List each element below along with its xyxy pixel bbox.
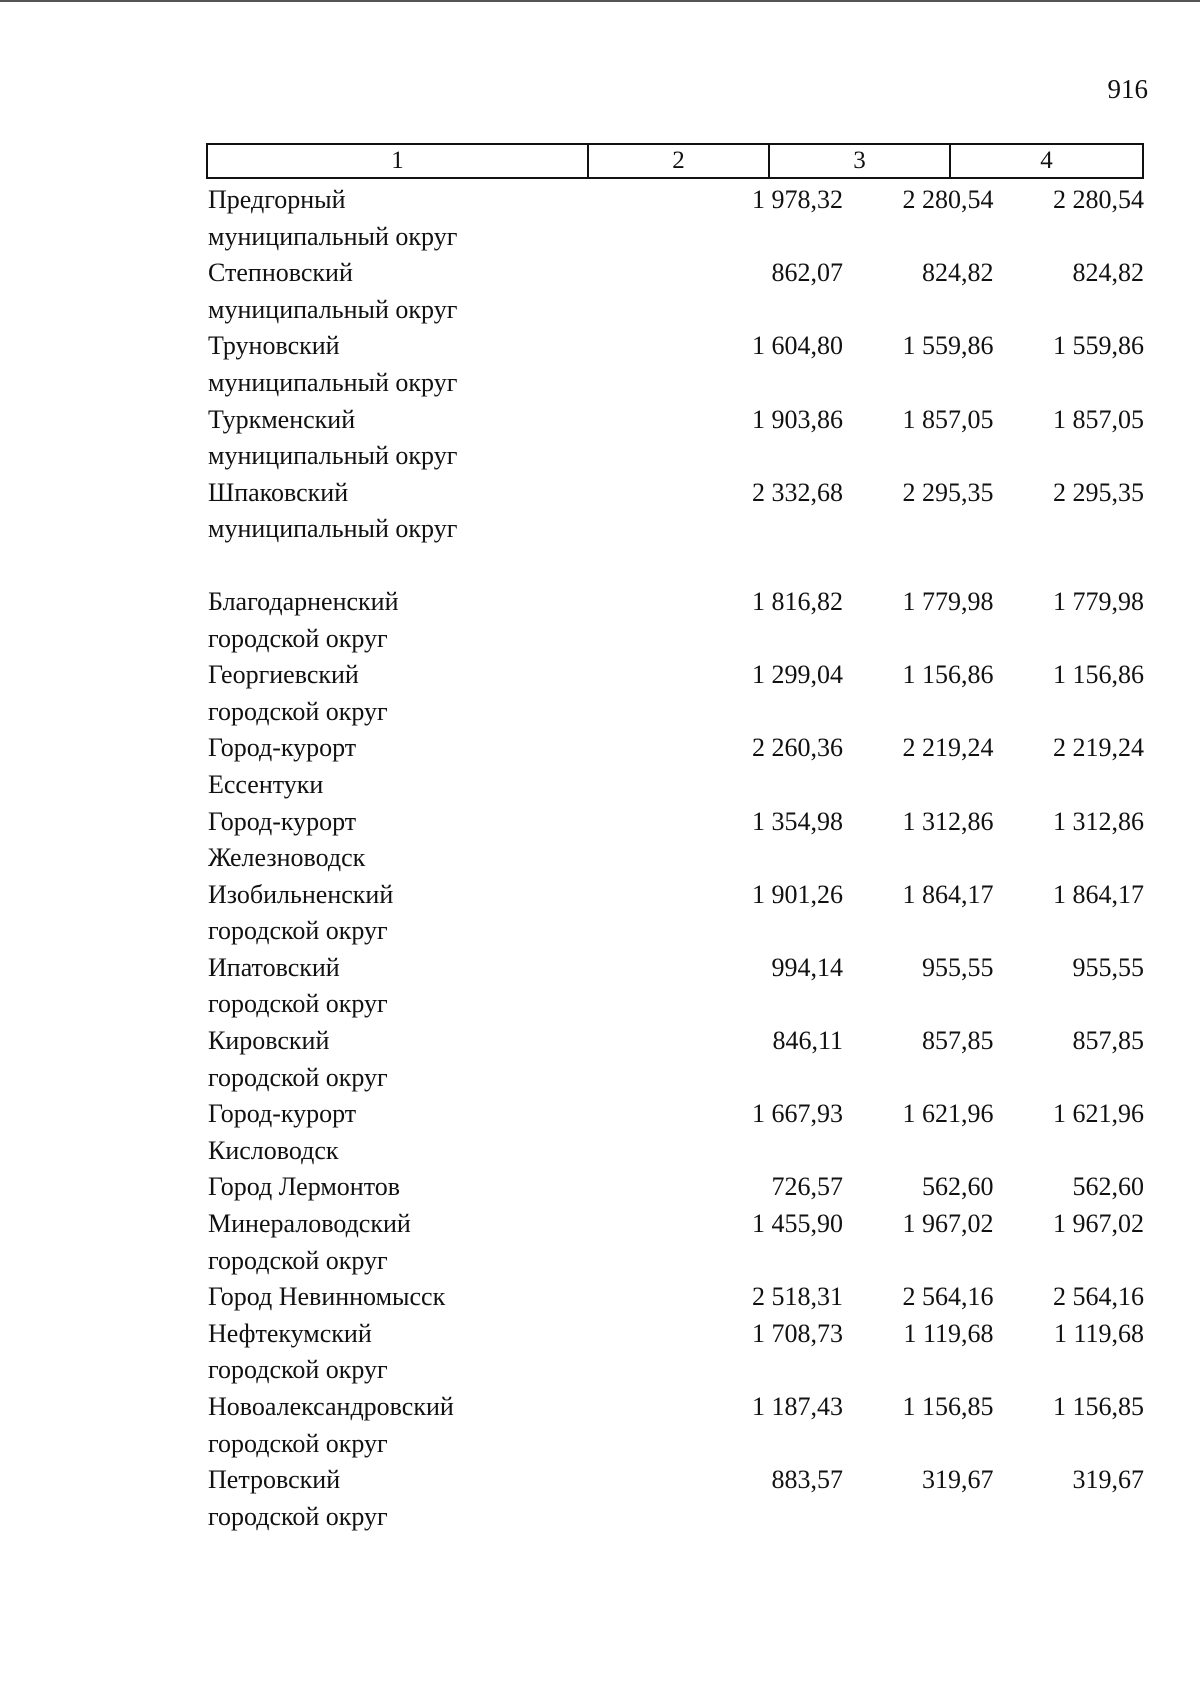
value-col-2: 726,57 (771, 1172, 844, 1202)
value-col-4: 1 621,96 (1053, 1099, 1144, 1129)
district-name-line: Город-курорт (208, 1099, 357, 1129)
district-name-line: муниципальный округ (208, 441, 458, 471)
value-col-4: 1 312,86 (1053, 806, 1144, 836)
value-col-2: 2 332,68 (752, 477, 844, 507)
table-row (204, 402, 1144, 475)
table-row (204, 1316, 1144, 1389)
district-name (204, 657, 547, 730)
value-col-3: 1 312,86 (902, 806, 994, 836)
value-col-2: 1 816,82 (752, 586, 844, 616)
district-name-line: муниципальный округ (208, 514, 458, 544)
value-col-4: 2 219,24 (1053, 733, 1144, 763)
value-col-3: 1 621,96 (902, 1099, 994, 1129)
district-name-line: Железноводск (208, 843, 366, 873)
table-row (204, 877, 1144, 950)
district-name-line: Нефтекумский (208, 1318, 372, 1348)
district-name-line: Петровский (208, 1465, 341, 1495)
value-col-2: 1 187,43 (752, 1392, 844, 1421)
district-name-line: городской округ (208, 1428, 388, 1458)
district-name (204, 402, 547, 475)
district-name (204, 877, 547, 950)
district-name-line: Город-курорт (208, 733, 357, 763)
header-col-4: 4 (949, 145, 1142, 177)
district-name (204, 584, 547, 657)
value-col-4: 1 864,17 (1053, 879, 1144, 909)
district-name-line: муниципальный округ (208, 294, 458, 324)
header-col-2: 2 (587, 145, 768, 177)
value-col-4: 562,60 (1072, 1172, 1144, 1202)
district-name-line: городской округ (208, 696, 388, 726)
district-name-line: Кисловодск (208, 1135, 339, 1165)
district-name-line: Благодарненский (208, 586, 399, 616)
value-col-2: 1 978,32 (752, 185, 844, 214)
district-name-line: Труновский (208, 331, 340, 361)
district-name (204, 1096, 547, 1169)
value-col-4: 1 156,85 (1053, 1392, 1144, 1421)
value-col-3: 857,85 (922, 1026, 994, 1056)
value-col-2: 862,07 (771, 258, 844, 288)
table-row (204, 1169, 1144, 1206)
district-name-line: Предгорный (208, 185, 346, 214)
table-row (204, 328, 1144, 401)
value-col-4: 1 119,68 (1053, 1318, 1144, 1348)
district-name (204, 1023, 547, 1096)
district-name (204, 804, 547, 877)
district-name-line: Ипатовский (208, 952, 340, 982)
district-name-line: муниципальный округ (208, 367, 458, 397)
district-name-line: Минераловодский (208, 1209, 411, 1239)
value-col-3: 319,67 (922, 1465, 994, 1495)
value-col-3: 562,60 (922, 1172, 994, 1202)
district-name (204, 475, 547, 548)
district-name (204, 730, 547, 803)
district-name-line: городской округ (208, 623, 388, 653)
table-row (204, 1462, 1144, 1535)
district-name-line: городской округ (208, 989, 388, 1019)
table-header (206, 143, 1144, 179)
value-col-4: 2 564,16 (1053, 1282, 1144, 1312)
table-row (204, 182, 1144, 255)
value-col-3: 2 295,35 (902, 477, 994, 507)
table-row (204, 584, 1144, 657)
district-name-line: муниципальный округ (208, 221, 458, 251)
top-rule (0, 0, 1200, 2)
district-name-line: городской округ (208, 916, 388, 946)
district-name (204, 182, 547, 255)
value-col-4: 955,55 (1072, 952, 1144, 982)
table-row (204, 950, 1144, 1023)
value-col-4: 319,67 (1072, 1465, 1144, 1495)
value-col-3: 955,55 (922, 952, 994, 982)
table-row (204, 804, 1144, 877)
value-col-3: 2 219,24 (902, 733, 994, 763)
value-col-2: 846,11 (772, 1026, 844, 1056)
table-row (204, 255, 1144, 328)
district-name (204, 255, 547, 328)
table-row (204, 1206, 1144, 1279)
district-name (204, 1206, 547, 1279)
district-name (204, 950, 547, 1023)
district-name (204, 1169, 547, 1206)
value-col-4: 2 280,54 (1053, 185, 1144, 214)
value-col-3: 1 156,85 (902, 1392, 994, 1421)
value-col-4: 1 857,05 (1053, 404, 1144, 434)
district-name-line: Новоалександровский (208, 1392, 454, 1421)
district-name-line: Изобильненский (208, 879, 394, 909)
value-col-2: 883,57 (771, 1465, 844, 1495)
table-row (204, 1096, 1144, 1169)
value-col-4: 1 967,02 (1053, 1209, 1144, 1239)
value-col-4: 1 559,86 (1053, 331, 1144, 361)
value-col-2: 1 667,93 (752, 1099, 844, 1129)
header-col-3: 3 (768, 145, 949, 177)
value-col-2: 2 260,36 (752, 733, 844, 763)
value-col-2: 1 708,73 (752, 1318, 844, 1348)
value-col-3: 1 559,86 (902, 331, 994, 361)
value-col-4: 1 779,98 (1053, 586, 1144, 616)
table-row (204, 1279, 1144, 1316)
value-col-3: 824,82 (922, 258, 994, 288)
page-number: 916 (1107, 74, 1148, 104)
district-name-line: городской округ (208, 1062, 388, 1092)
value-col-4: 2 295,35 (1053, 477, 1144, 507)
district-name-line: городской округ (208, 1355, 388, 1385)
value-col-3: 1 119,68 (903, 1318, 994, 1348)
header-col-1: 1 (391, 147, 404, 174)
district-name-line: Ессентуки (208, 769, 324, 799)
value-col-3: 1 857,05 (902, 404, 994, 434)
district-name-line: Георгиевский (208, 660, 359, 690)
value-col-3: 2 564,16 (902, 1282, 994, 1312)
value-col-2: 1 901,26 (752, 879, 844, 909)
value-col-3: 1 864,17 (902, 879, 994, 909)
district-name-line: Город Невинномысск (208, 1282, 446, 1312)
group-spacer (204, 548, 1144, 584)
district-name-line: Степновский (208, 258, 353, 288)
district-name (204, 1279, 547, 1316)
value-col-2: 1 455,90 (752, 1209, 844, 1239)
value-col-3: 1 967,02 (902, 1209, 994, 1239)
district-name-line: Город-курорт (208, 806, 357, 836)
value-col-3: 1 779,98 (902, 586, 994, 616)
value-col-2: 1 604,80 (752, 331, 844, 361)
value-col-2: 994,14 (771, 952, 844, 982)
value-col-3: 1 156,86 (902, 660, 994, 690)
table-row (204, 475, 1144, 548)
value-col-4: 1 156,86 (1053, 660, 1144, 690)
district-name (204, 1389, 547, 1462)
value-col-3: 2 280,54 (902, 185, 994, 214)
value-col-2: 1 903,86 (752, 404, 844, 434)
table-row (204, 730, 1144, 803)
table-row (204, 1023, 1144, 1096)
district-name-line: Туркменский (208, 404, 356, 434)
district-name (204, 328, 547, 401)
table-body (204, 182, 1144, 1535)
table-row (204, 1389, 1144, 1462)
value-col-4: 824,82 (1072, 258, 1144, 288)
value-col-2: 2 518,31 (752, 1282, 844, 1312)
district-name-line: городской округ (208, 1245, 388, 1275)
value-col-2: 1 299,04 (752, 660, 844, 690)
table-row (204, 657, 1144, 730)
district-name-line: Город Лермонтов (208, 1172, 400, 1202)
value-col-2: 1 354,98 (752, 806, 844, 836)
district-name-line: Кировский (208, 1026, 330, 1056)
district-name-line: городской округ (208, 1501, 388, 1531)
district-name-line: Шпаковский (208, 477, 349, 507)
value-col-4: 857,85 (1072, 1026, 1144, 1056)
district-name (204, 1462, 547, 1535)
district-name (204, 1316, 547, 1389)
